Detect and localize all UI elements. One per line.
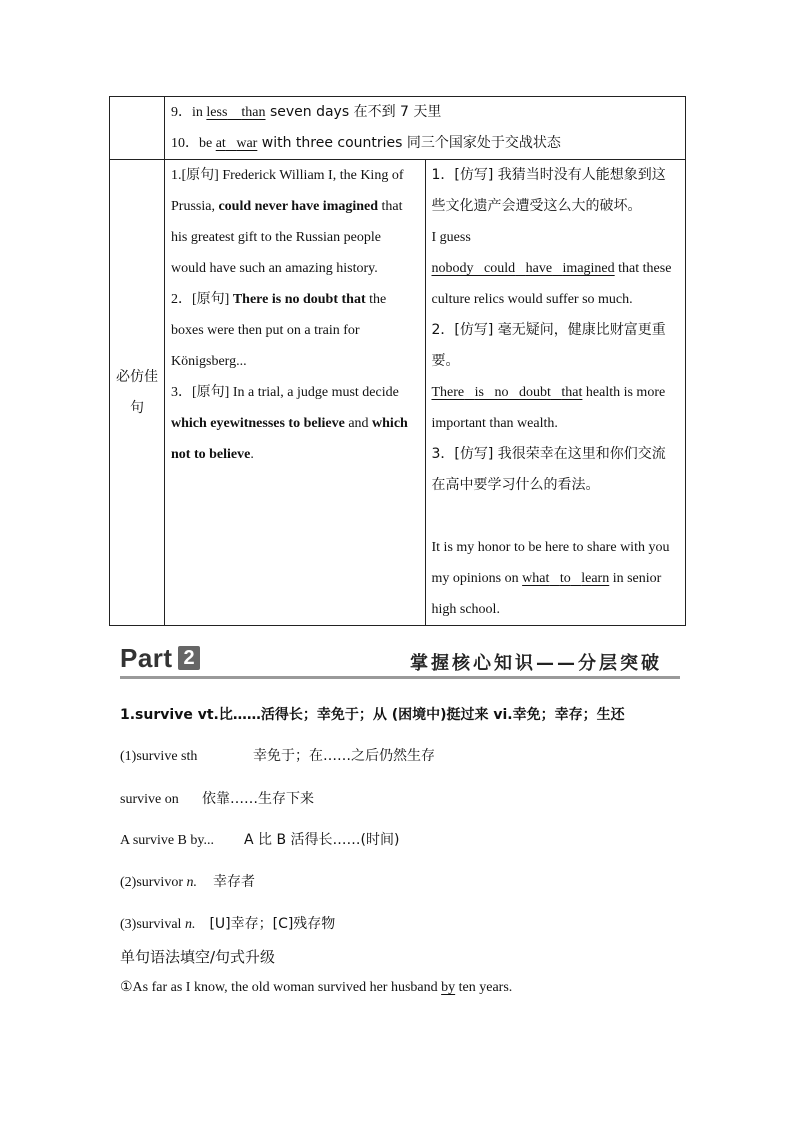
phrase-cell bbox=[165, 97, 686, 160]
imitation-sentences-cell bbox=[425, 160, 686, 626]
original-sentence-3: 3．[原句] In a trial, a judge must decide which eyewitnesses to believe and which not to believe. bbox=[171, 384, 408, 462]
answer-blank: There bbox=[431, 385, 465, 400]
answer-blank: than bbox=[241, 105, 266, 120]
vocab-item: (2)survivor n. 幸存者 bbox=[120, 874, 255, 890]
part-number-badge: 2 bbox=[178, 646, 200, 670]
vocab-item: (3)survival n. [U]幸存；[C]残存物 bbox=[120, 916, 336, 932]
imitation-sentence-3: 3．[仿写] 我很荣幸在这里和你们交流在高中要学习什么的看法。 It is my honor to be here to share with you my opinions on what to learn in senior high school. bbox=[431, 446, 670, 617]
answer-blank: that bbox=[561, 385, 583, 400]
answer-blank: learn bbox=[581, 571, 610, 586]
vocab-item: (1)survive sth 幸免于；在……之后仍然生存 bbox=[120, 748, 435, 764]
part-label: Part bbox=[120, 643, 173, 673]
original-sentence-1: 1.[原句] Frederick William I, the King of Prussia, could never have imagined that his greatest gift to the Russian people would have such an amazing history. bbox=[171, 167, 404, 276]
answer-blank: by bbox=[441, 980, 456, 995]
original-sentences-cell bbox=[165, 160, 426, 626]
row-header-empty bbox=[110, 97, 165, 160]
answer-blank: nobody bbox=[431, 261, 474, 276]
answer-blank: war bbox=[236, 136, 258, 151]
answer-blank: no bbox=[494, 385, 509, 400]
answer-blank: is bbox=[474, 385, 484, 400]
answer-blank: doubt bbox=[519, 385, 551, 400]
answer-blank: could bbox=[484, 261, 516, 276]
answer-blank: less bbox=[206, 105, 228, 120]
exercise-item: ①As far as I know, the old woman survived her husband by ten years. bbox=[120, 980, 513, 995]
phrase-line-10: 10．be at war with three countries 同三个国家处于交战状态 bbox=[171, 135, 561, 151]
answer-blank: what bbox=[522, 571, 550, 586]
table-row bbox=[110, 160, 686, 626]
vocab-heading: 1.survive vt.比……活得长；幸免于；从 (困境中)挺过来 vi.幸免；幸存；生还 bbox=[120, 707, 625, 723]
original-sentence-2: 2．[原句] There is no doubt that the boxes were then put on a train for Königsberg... bbox=[171, 291, 387, 369]
answer-blank: to bbox=[559, 571, 571, 586]
phrase-line-9: 9．in less than seven days 在不到 7 天里 bbox=[171, 104, 442, 120]
part-divider bbox=[120, 676, 680, 679]
answer-blank: imagined bbox=[562, 261, 615, 276]
vocab-item: A survive B by... A 比 B 活得长……(时间) bbox=[120, 832, 400, 848]
table-row bbox=[110, 97, 686, 160]
answer-blank: at bbox=[215, 136, 226, 151]
exercise-title: 单句语法填空/句式升级 bbox=[120, 948, 276, 966]
row-header-model-sentences: 必仿佳句 bbox=[110, 160, 165, 626]
part-header bbox=[120, 643, 680, 679]
vocab-item: survive on 依靠……生存下来 bbox=[120, 791, 314, 807]
imitation-sentence-2: 2．[仿写] 毫无疑问，健康比财富更重要。 There is no doubt that health is more important than wealth. bbox=[431, 322, 666, 431]
answer-blank: have bbox=[525, 261, 553, 276]
imitation-sentence-1: 1．[仿写] 我猜当时没有人能想象到这些文化遗产会遭受这么大的破坏。 I guess nobody could have imagined that these culture relics would suffer so much. bbox=[431, 167, 672, 307]
part-title: 掌握核心知识——分层突破 bbox=[410, 653, 662, 674]
notes-table bbox=[109, 96, 686, 626]
